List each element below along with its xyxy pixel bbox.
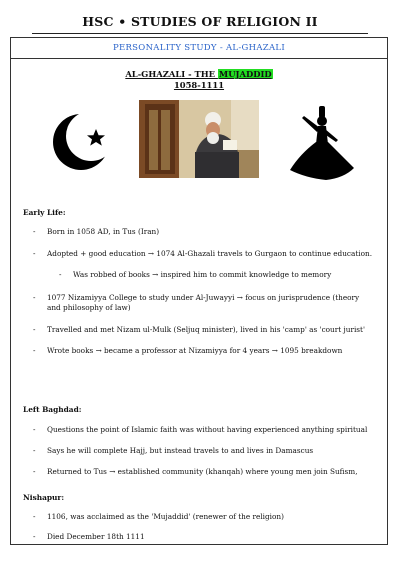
section-heading-early-life: Early Life: — [23, 208, 66, 217]
list-item-text: 1106, was acclaimed as the 'Mujaddid' (renewer of the religion) — [47, 512, 284, 521]
page-header-title: HSC • STUDIES OF RELIGION II — [82, 14, 318, 29]
title-highlight: MUJADDID — [218, 69, 272, 79]
section-heading-left-baghdad: Left Baghdad: — [23, 405, 82, 414]
subject-bar: PERSONALITY STUDY - AL-GHAZALI — [11, 38, 387, 59]
bullet-dash: - — [33, 512, 36, 521]
list-item-text: Adopted + good education → 1074 Al-Ghazali travels to Gurgaon to continue education. — [47, 249, 373, 258]
bullet-dash: - — [33, 446, 36, 455]
list-item-text: 1077 Nizamiyya College to study under Al-Juwayyi → focus on jurisprudence (theory and philosophy of law) — [47, 293, 360, 312]
list-item-text: Wrote books → became a professor at Nizamiyya for 4 years → 1095 breakdown — [47, 346, 343, 355]
bullet-dash: - — [33, 325, 36, 334]
title-years: 1058-1111 — [173, 80, 225, 90]
list-item-text: Says he will complete Hajj, but instead travels to and lives in Damascus — [47, 446, 314, 455]
header-divider — [32, 33, 368, 34]
whirling-dervish-icon — [286, 104, 356, 182]
list-item-text: Returned to Tus → established community (khanqah) where young men join Sufism, — [47, 467, 358, 476]
document-frame — [10, 37, 388, 545]
list-item-text: Travelled and met Nizam ul-Mulk (Seljuq minister), lived in his 'camp' as 'court jurist' — [47, 325, 365, 334]
bullet-dash: - — [59, 270, 62, 279]
bullet-dash: - — [33, 425, 36, 434]
list-item-text: Died December 18th 1111 — [47, 532, 145, 541]
list-item-text: Questions the point of Islamic faith was without having experienced anything spiritual — [47, 425, 368, 434]
section-heading-nishapur: Nishapur: — [23, 493, 65, 502]
bullet-dash: - — [33, 532, 36, 541]
bullet-dash: - — [33, 293, 36, 302]
bullet-dash: - — [33, 346, 36, 355]
list-item-text: Born in 1058 AD, in Tus (Iran) — [47, 227, 160, 236]
list-item-text: Was robbed of books → inspired him to commit knowledge to memory — [73, 270, 332, 279]
bullet-dash: - — [33, 227, 36, 236]
bullet-dash: - — [33, 249, 36, 258]
bullet-dash: - — [33, 467, 36, 476]
document-title — [11, 69, 387, 91]
crescent-star-icon — [53, 106, 115, 176]
title-prefix: AL-GHAZALI - THE — [125, 69, 218, 79]
portrait-photo — [139, 100, 259, 178]
